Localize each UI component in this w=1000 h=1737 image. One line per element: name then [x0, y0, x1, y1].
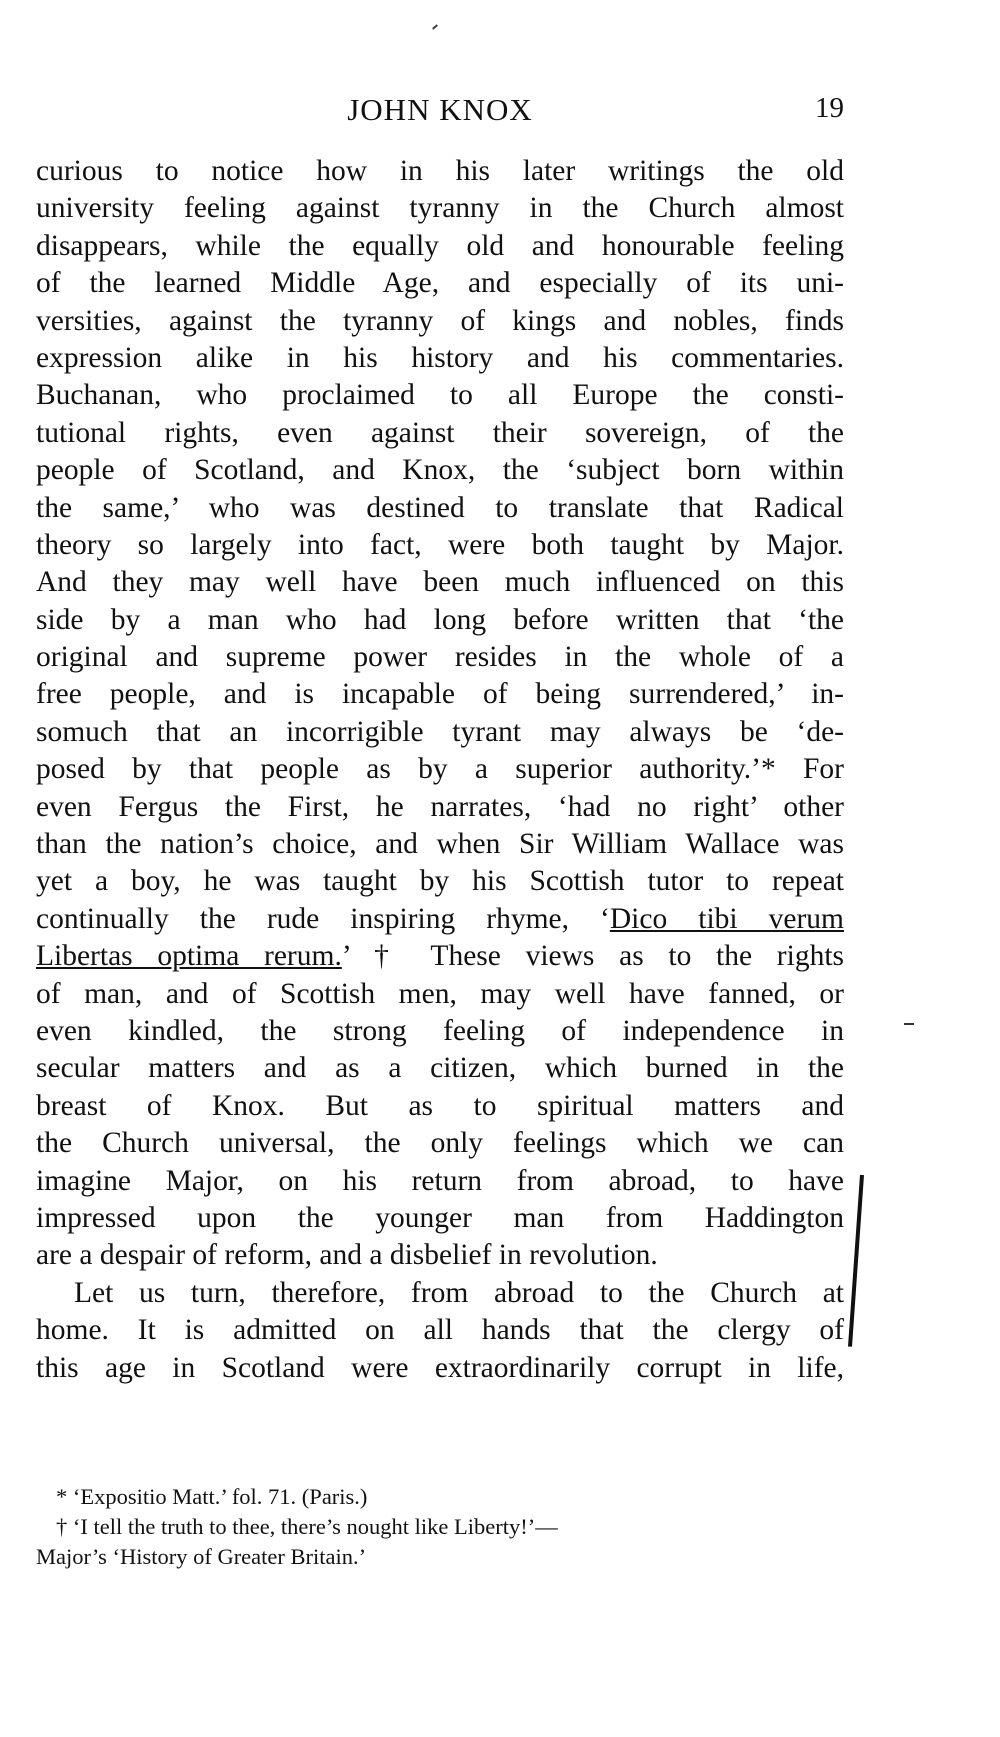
text-line: And they may well have been much influenced on this — [36, 566, 844, 599]
ink-speck — [432, 24, 438, 29]
running-head — [36, 92, 844, 132]
text-line: imagine Major, on his return from abroad, to have — [36, 1164, 844, 1197]
text-line: tutional rights, even against their sovereign, of the — [36, 416, 844, 449]
text-line: expression alike in his history and his commentaries. — [36, 341, 844, 374]
footnote: * ‘Expositio Matt.’ fol. 71. (Paris.) — [56, 1484, 368, 1509]
text-line: theory so largely into fact, were both taught by Major. — [36, 528, 844, 561]
text-line: impressed upon the younger man from Haddington — [36, 1201, 844, 1234]
text-line: are a despair of reform, and a disbelief in revolution. — [36, 1239, 658, 1272]
text-line: original and supreme power resides in the whole of a — [36, 641, 844, 674]
text-line: this age in Scotland were extraordinarily corrupt in life, — [36, 1351, 844, 1384]
text-line: the Church universal, the only feelings which we can — [36, 1127, 844, 1160]
text-line: curious to notice how in his later writings the old — [36, 155, 844, 187]
footnote: † ‘I tell the truth to thee, there’s nought like Liberty!’— — [56, 1514, 558, 1539]
text-line: yet a boy, he was taught by his Scottish tutor to repeat — [36, 865, 844, 898]
text-line: secular matters and as a citizen, which burned in the — [36, 1052, 844, 1085]
margin-pencil-mark — [848, 1175, 864, 1347]
text-line: even Fergus the First, he narrates, ‘had no right’ other — [36, 790, 844, 823]
text-line — [36, 901, 844, 938]
text-line: Buchanan, who proclaimed to all Europe the consti- — [36, 379, 844, 412]
text-line: side by a man who had long before written that ‘the — [36, 603, 844, 636]
text-line — [36, 938, 844, 975]
underlined-latin-verse: Dico tibi verum — [609, 902, 844, 935]
text-line: posed by that people as by a superior authority.’* For — [36, 753, 844, 786]
text-line: disappears, while the equally old and honourable feeling — [36, 229, 844, 262]
text-line: than the nation’s choice, and when Sir William Wallace was — [36, 828, 844, 861]
text-line: university feeling against tyranny in the Church almost — [36, 192, 844, 225]
text-line: versities, against the tyranny of kings and nobles, finds — [36, 304, 844, 337]
text-line: of the learned Middle Age, and especially of its uni- — [36, 267, 844, 300]
footnotes — [36, 1482, 844, 1572]
footnote: Major’s ‘History of Greater Britain.’ — [36, 1544, 367, 1569]
body-text — [36, 153, 844, 1387]
text-line: home. It is admitted on all hands that the clergy of — [36, 1314, 844, 1347]
text-line: people of Scotland, and Knox, the ‘subject born within — [36, 454, 844, 487]
text-line: free people, and is incapable of being surrendered,’ in- — [36, 678, 844, 711]
page-title: JOHN KNOX — [347, 92, 533, 127]
text-line: breast of Knox. But as to spiritual matters and — [36, 1089, 844, 1122]
text-line: the same,’ who was destined to translate that Radical — [36, 491, 844, 524]
margin-dash-mark — [904, 1023, 914, 1025]
line-segment: ’ † These views as to the rights — [341, 940, 844, 973]
text-line: somuch that an incorrigible tyrant may always be ‘de- — [36, 715, 844, 748]
text-line: Let us turn, therefore, from abroad to the Church at — [74, 1276, 844, 1309]
text-line: even kindled, the strong feeling of independence in — [36, 1014, 844, 1047]
underlined-latin-verse: Libertas optima rerum. — [36, 940, 342, 973]
page-number: 19 — [815, 92, 844, 124]
line-segment: continually the rude inspiring rhyme, ‘ — [36, 902, 610, 935]
text-line: of man, and of Scottish men, may well have fanned, or — [36, 977, 844, 1010]
